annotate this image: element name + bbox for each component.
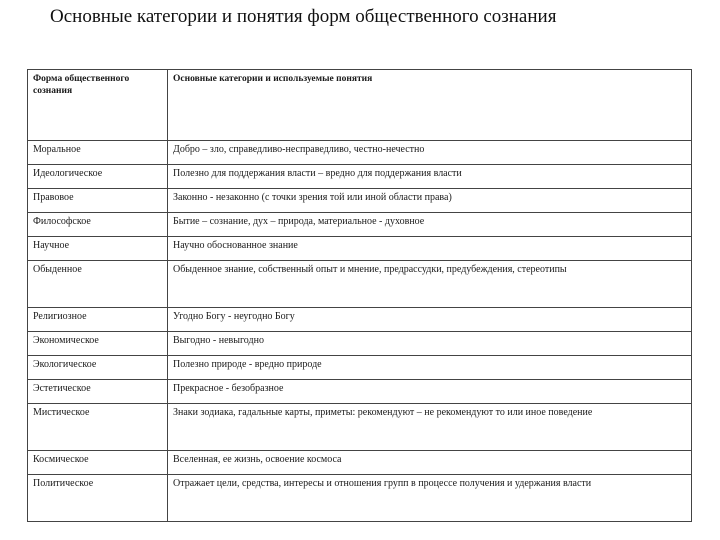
row-form: Экологическое: [28, 356, 168, 380]
row-concepts: Добро – зло, справедливо-несправедливо, честно-нечестно: [168, 141, 692, 165]
row-concepts: Знаки зодиака, гадальные карты, приметы: рекомендуют – не рекомендуют то или иное поведение: [168, 404, 692, 451]
table-row: [28, 165, 692, 189]
table-row: [28, 141, 692, 165]
row-concepts: Угодно Богу - неугодно Богу: [168, 308, 692, 332]
header-form: Форма общественного сознания: [28, 70, 168, 141]
row-concepts: Полезно для поддержания власти – вредно для поддержания власти: [168, 165, 692, 189]
table-row: [28, 189, 692, 213]
row-concepts: Полезно природе - вредно природе: [168, 356, 692, 380]
row-form: Экономическое: [28, 332, 168, 356]
row-concepts: Выгодно - невыгодно: [168, 332, 692, 356]
page-title: Основные категории и понятия форм общественного сознания: [50, 6, 557, 27]
row-concepts: Научно обоснованное знание: [168, 237, 692, 261]
table-row: [28, 332, 692, 356]
categories-table: [27, 69, 692, 522]
row-concepts: Отражает цели, средства, интересы и отношения групп в процессе получения и удержания власти: [168, 475, 692, 522]
table-row: [28, 404, 692, 451]
row-form: Политическое: [28, 475, 168, 522]
row-form: Научное: [28, 237, 168, 261]
row-concepts: Прекрасное - безобразное: [168, 380, 692, 404]
header-concepts: Основные категории и используемые понятия: [168, 70, 692, 141]
table-row: [28, 380, 692, 404]
row-form: Эстетическое: [28, 380, 168, 404]
row-concepts: Законно - незаконно (с точки зрения той или иной области права): [168, 189, 692, 213]
table-row: [28, 213, 692, 237]
row-concepts: Обыденное знание, собственный опыт и мнение, предрассудки, предубеждения, стереотипы: [168, 261, 692, 308]
table-row: [28, 261, 692, 308]
row-concepts: Вселенная, ее жизнь, освоение космоса: [168, 451, 692, 475]
row-form: Философское: [28, 213, 168, 237]
table-row: [28, 308, 692, 332]
table-row: [28, 451, 692, 475]
row-form: Космическое: [28, 451, 168, 475]
table-row: [28, 237, 692, 261]
row-form: Религиозное: [28, 308, 168, 332]
table-header-row: [28, 70, 692, 141]
row-form: Мистическое: [28, 404, 168, 451]
table-row: [28, 356, 692, 380]
row-form: Обыденное: [28, 261, 168, 308]
row-form: Идеологическое: [28, 165, 168, 189]
row-form: Моральное: [28, 141, 168, 165]
table-row: [28, 475, 692, 522]
row-concepts: Бытие – сознание, дух – природа, материальное - духовное: [168, 213, 692, 237]
row-form: Правовое: [28, 189, 168, 213]
